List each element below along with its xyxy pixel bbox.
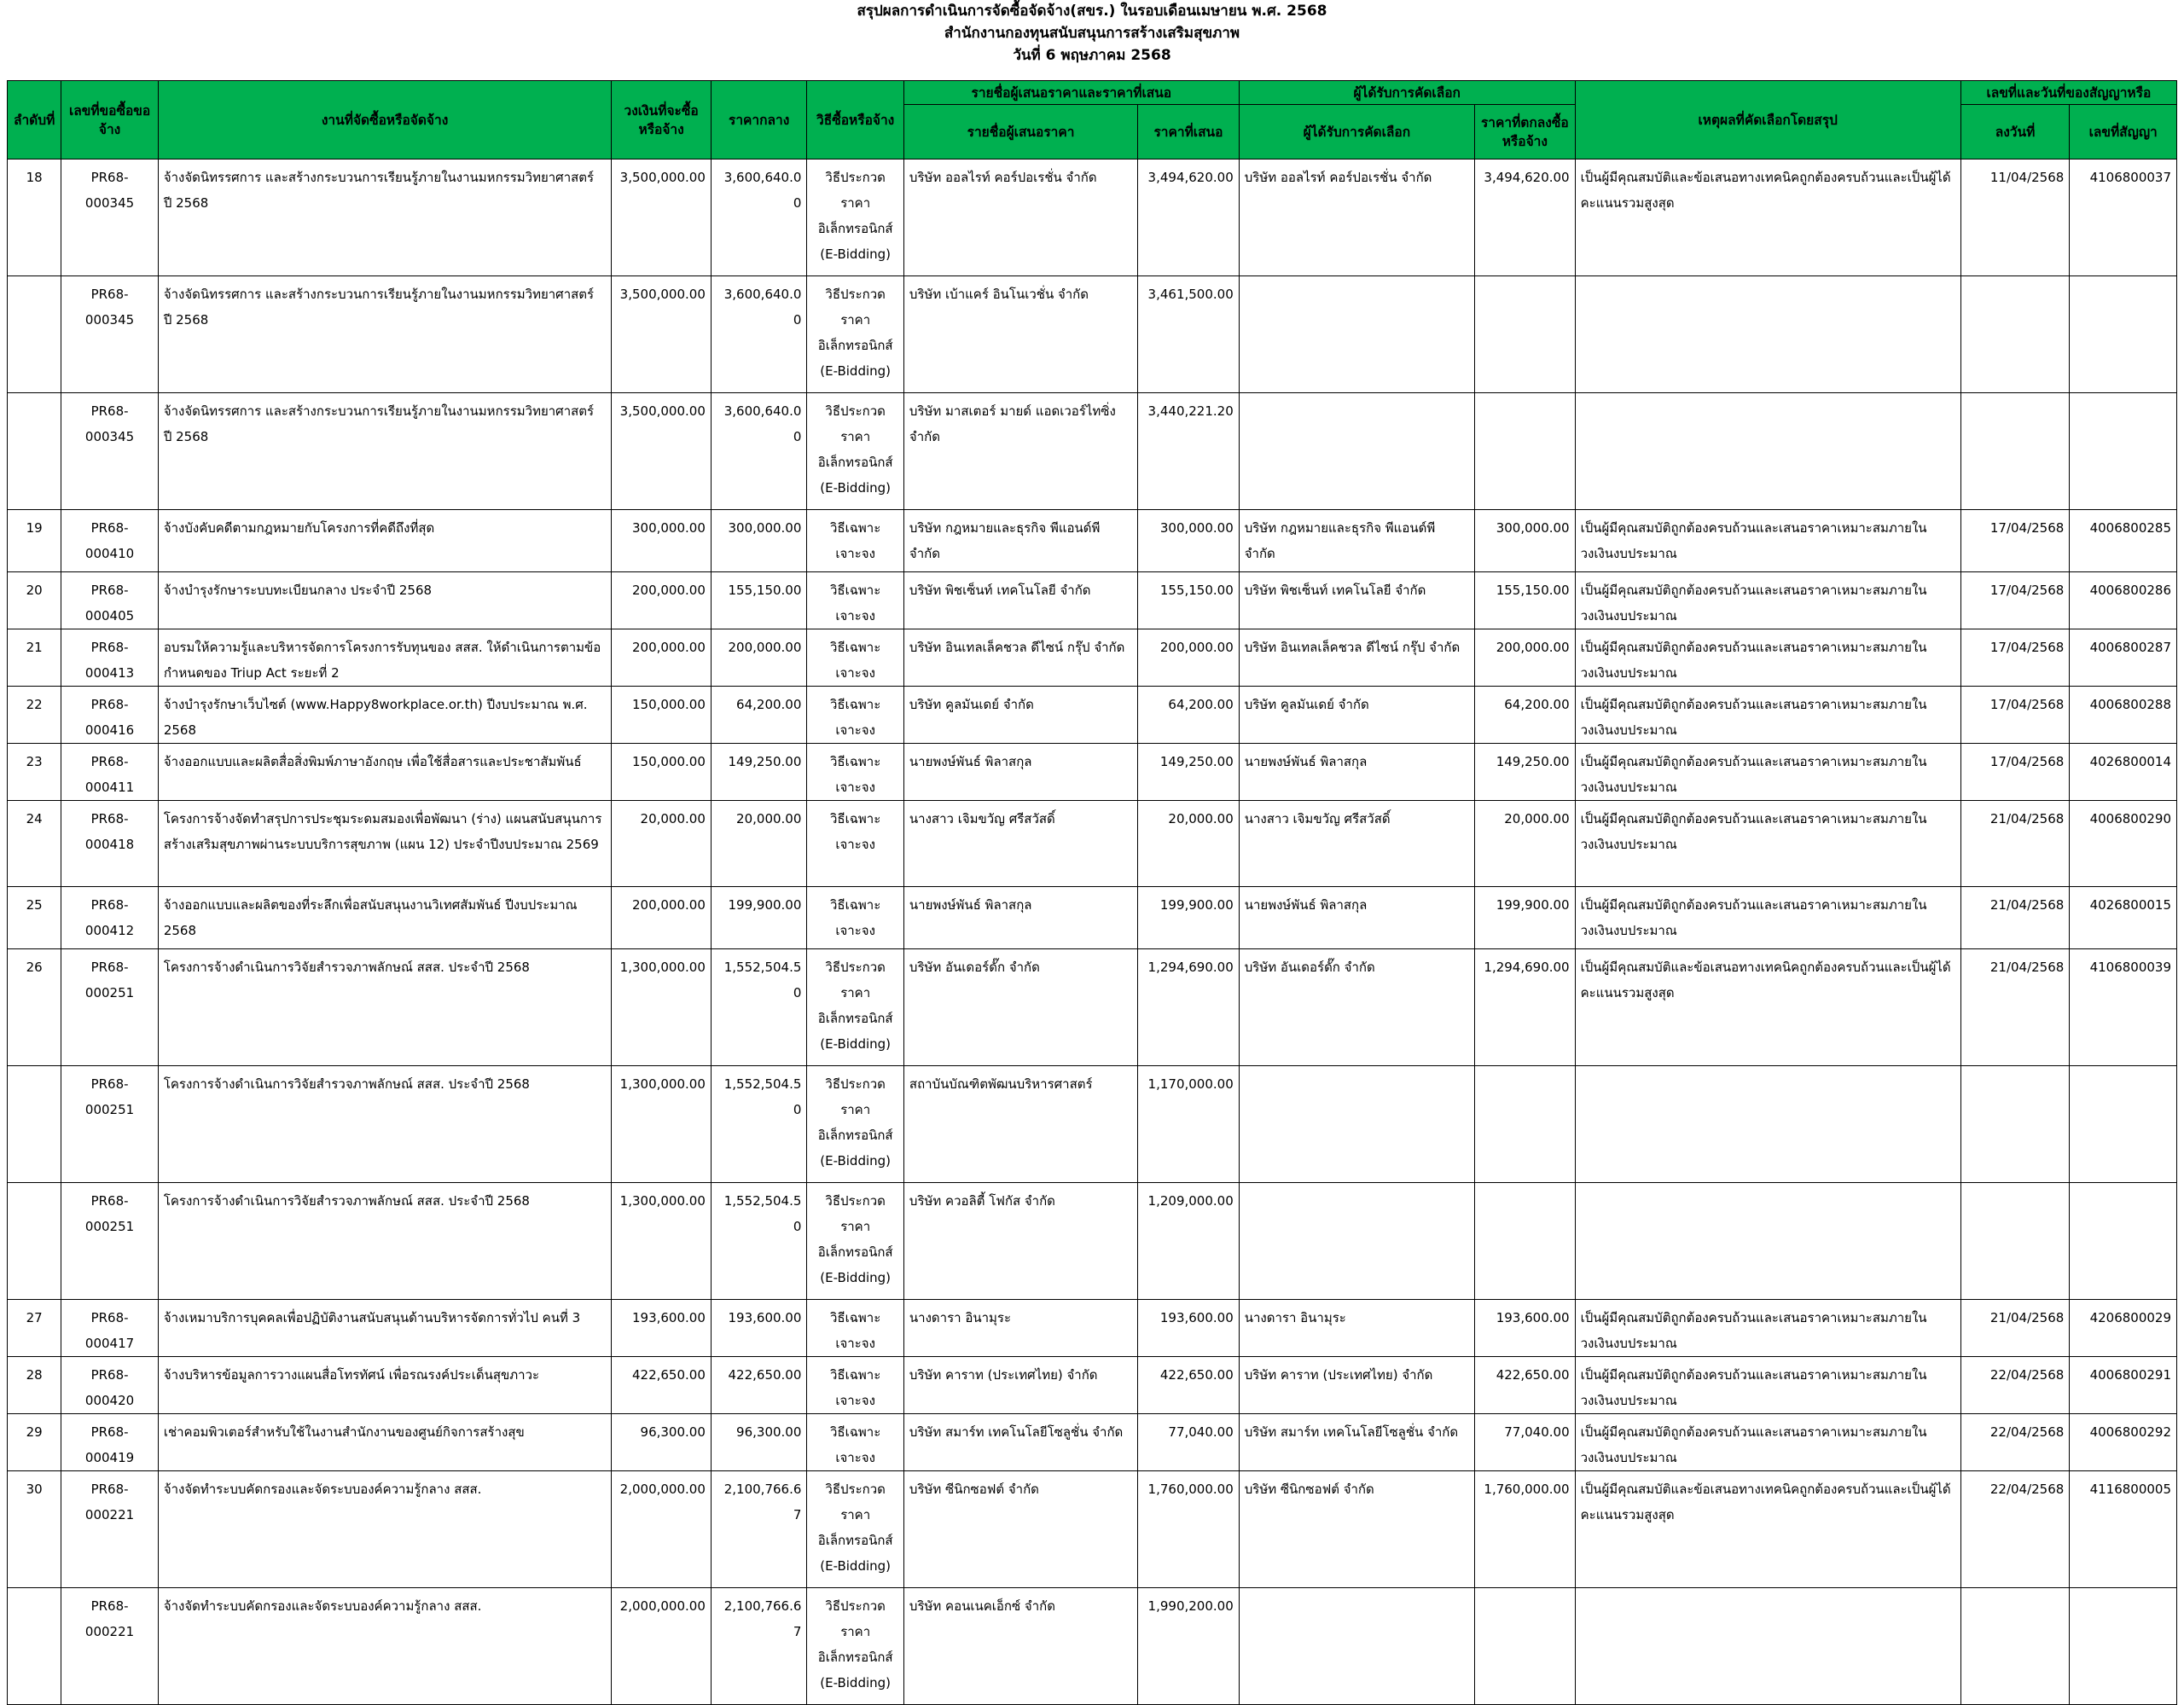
table-row — [8, 949, 2177, 1066]
cell-no: 26 — [8, 949, 61, 1066]
cell-pr-number: PR68-000412 — [61, 887, 159, 949]
cell-contract-number: 4006800285 — [2070, 510, 2177, 572]
cell-task: โครงการจ้างจัดทำสรุปการประชุมระดมสมองเพื่อพัฒนา (ร่าง) แผนสนับสนุนการสร้างเสริมสุขภาพผ่านระบบบริการสุขภาพ (แผน 12) ประจำปีงบประมาณ 2569 — [158, 801, 612, 887]
cell-no: 22 — [8, 687, 61, 744]
cell-contract-number: 4006800287 — [2070, 629, 2177, 687]
cell-median-price: 155,150.00 — [711, 572, 807, 629]
cell-bid-price: 1,294,690.00 — [1138, 949, 1240, 1066]
cell-pr-number: PR68-000345 — [61, 159, 159, 276]
procurement-table — [7, 80, 2177, 1705]
header-no: ลำดับที่ — [8, 81, 61, 159]
report-date: วันที่ 6 พฤษภาคม 2568 — [1013, 47, 1171, 64]
cell-task: จ้างออกแบบและผลิตของที่ระลึกเพื่อสนับสนุนงานวิเทศสัมพันธ์ ปีงบประมาณ 2568 — [158, 887, 612, 949]
header-bid-price: ราคาที่เสนอ — [1138, 105, 1240, 159]
cell-sign-date: 21/04/2568 — [1960, 801, 2070, 887]
cell-sign-date: 17/04/2568 — [1960, 744, 2070, 801]
cell-bid-price: 3,494,620.00 — [1138, 159, 1240, 276]
cell-median-price: 3,600,640.00 — [711, 276, 807, 393]
cell-bidder-name: นางดารา อินามุระ — [903, 1300, 1137, 1357]
cell-selected-name: บริษัท คูลมันเดย์ จำกัด — [1239, 687, 1474, 744]
header-selected-group: ผู้ได้รับการคัดเลือก — [1239, 81, 1575, 105]
cell-task: จ้างจัดนิทรรศการ และสร้างกระบวนการเรียนรู้ภายในงานมหกรรมวิทยาศาสตร์ ปี 2568 — [158, 393, 612, 510]
cell-task: จ้างบริหารข้อมูลการวางแผนสื่อโทรทัศน์ เพื่อรณรงค์ประเด็นสุขภาวะ — [158, 1357, 612, 1414]
cell-pr-number: PR68-000251 — [61, 1066, 159, 1183]
cell-task: โครงการจ้างดำเนินการวิจัยสำรวจภาพลักษณ์ สสส. ประจำปี 2568 — [158, 1183, 612, 1300]
cell-bidder-name: บริษัท อันเดอร์ดั๊ก จำกัด — [903, 949, 1137, 1066]
table-row — [8, 629, 2177, 687]
cell-contract-number: 4206800029 — [2070, 1300, 2177, 1357]
cell-pr-number: PR68-000410 — [61, 510, 159, 572]
cell-reason — [1575, 276, 1960, 393]
cell-median-price: 300,000.00 — [711, 510, 807, 572]
cell-median-price: 3,600,640.00 — [711, 393, 807, 510]
cell-selected-name — [1239, 1183, 1474, 1300]
cell-no: 18 — [8, 159, 61, 276]
cell-pr-number: PR68-000221 — [61, 1588, 159, 1705]
cell-selected-name: บริษัท อินเทลเล็คชวล ดีไซน์ กรุ๊ป จำกัด — [1239, 629, 1474, 687]
cell-budget: 422,650.00 — [612, 1357, 712, 1414]
cell-bid-price: 155,150.00 — [1138, 572, 1240, 629]
cell-task: จ้างบังคับคดีตามกฎหมายกับโครงการที่คดีถึงที่สุด — [158, 510, 612, 572]
cell-selected-name: บริษัท คาราท (ประเทศไทย) จำกัด — [1239, 1357, 1474, 1414]
cell-bidder-name: บริษัท คาราท (ประเทศไทย) จำกัด — [903, 1357, 1137, 1414]
cell-reason: เป็นผู้มีคุณสมบัติถูกต้องครบถ้วนและเสนอราคาเหมาะสมภายในวงเงินงบประมาณ — [1575, 629, 1960, 687]
cell-method: วิธีประกวดราคาอิเล็กทรอนิกส์ (E-Bidding) — [807, 393, 904, 510]
cell-reason: เป็นผู้มีคุณสมบัติถูกต้องครบถ้วนและเสนอราคาเหมาะสมภายในวงเงินงบประมาณ — [1575, 744, 1960, 801]
cell-reason: เป็นผู้มีคุณสมบัติถูกต้องครบถ้วนและเสนอราคาเหมาะสมภายในวงเงินงบประมาณ — [1575, 1300, 1960, 1357]
cell-task: จ้างจัดทำระบบคัดกรองและจัดระบบองค์ความรู้กลาง สสส. — [158, 1471, 612, 1588]
cell-median-price: 2,100,766.67 — [711, 1471, 807, 1588]
cell-budget: 3,500,000.00 — [612, 159, 712, 276]
header-bidder-name: รายชื่อผู้เสนอราคา — [903, 105, 1137, 159]
cell-median-price: 1,552,504.50 — [711, 1066, 807, 1183]
cell-bid-price: 20,000.00 — [1138, 801, 1240, 887]
cell-contract-number: 4106800037 — [2070, 159, 2177, 276]
header-bidders-group: รายชื่อผู้เสนอราคาและราคาที่เสนอ — [903, 81, 1239, 105]
cell-contract-number — [2070, 1183, 2177, 1300]
cell-contract-number — [2070, 1588, 2177, 1705]
cell-method: วิธีประกวดราคาอิเล็กทรอนิกส์ (E-Bidding) — [807, 1066, 904, 1183]
cell-selected-name: นางดารา อินามุระ — [1239, 1300, 1474, 1357]
cell-reason: เป็นผู้มีคุณสมบัติถูกต้องครบถ้วนและเสนอราคาเหมาะสมภายในวงเงินงบประมาณ — [1575, 801, 1960, 887]
cell-sign-date — [1960, 1066, 2070, 1183]
cell-agreed-price: 149,250.00 — [1475, 744, 1576, 801]
header-budget: วงเงินที่จะซื้อหรือจ้าง — [612, 81, 712, 159]
cell-bid-price: 200,000.00 — [1138, 629, 1240, 687]
cell-bidder-name: บริษัท ออลไรท์ คอร์ปอเรชั่น จำกัด — [903, 159, 1137, 276]
cell-no: 20 — [8, 572, 61, 629]
cell-budget: 1,300,000.00 — [612, 1183, 712, 1300]
header-contract-group: เลขที่และวันที่ของสัญญาหรือ — [1960, 81, 2176, 105]
cell-budget: 1,300,000.00 — [612, 1066, 712, 1183]
cell-reason — [1575, 1066, 1960, 1183]
header-selected-name: ผู้ได้รับการคัดเลือก — [1239, 105, 1474, 159]
report-title-block — [0, 0, 2184, 80]
cell-agreed-price — [1475, 1066, 1576, 1183]
cell-sign-date: 11/04/2568 — [1960, 159, 2070, 276]
cell-reason: เป็นผู้มีคุณสมบัติและข้อเสนอทางเทคนิคถูกต้องครบถ้วนและเป็นผู้ได้คะแนนรวมสูงสุด — [1575, 1471, 1960, 1588]
cell-sign-date — [1960, 393, 2070, 510]
header-sign-date: ลงวันที่ — [1960, 105, 2070, 159]
cell-sign-date: 17/04/2568 — [1960, 687, 2070, 744]
cell-median-price: 64,200.00 — [711, 687, 807, 744]
cell-no — [8, 393, 61, 510]
table-row — [8, 393, 2177, 510]
cell-no: 19 — [8, 510, 61, 572]
cell-sign-date: 17/04/2568 — [1960, 510, 2070, 572]
cell-bid-price: 1,209,000.00 — [1138, 1183, 1240, 1300]
cell-reason — [1575, 1183, 1960, 1300]
cell-bidder-name: นายพงษ์พันธ์ พิลาสกุล — [903, 887, 1137, 949]
report-organization: สำนักงานกองทุนสนับสนุนการสร้างเสริมสุขภาพ — [944, 25, 1240, 42]
cell-agreed-price: 155,150.00 — [1475, 572, 1576, 629]
cell-bid-price: 1,760,000.00 — [1138, 1471, 1240, 1588]
cell-method: วิธีเฉพาะเจาะจง — [807, 1414, 904, 1471]
cell-budget: 3,500,000.00 — [612, 276, 712, 393]
cell-bidder-name: สถาบันบัณฑิตพัฒนบริหารศาสตร์ — [903, 1066, 1137, 1183]
cell-selected-name: นางสาว เจิมขวัญ ศรีสวัสดิ์ — [1239, 801, 1474, 887]
cell-contract-number: 4106800039 — [2070, 949, 2177, 1066]
cell-bidder-name: บริษัท เบ้าแคร์ อินโนเวชั่น จำกัด — [903, 276, 1137, 393]
cell-method: วิธีประกวดราคาอิเล็กทรอนิกส์ (E-Bidding) — [807, 949, 904, 1066]
cell-sign-date: 17/04/2568 — [1960, 572, 2070, 629]
cell-bidder-name: บริษัท ซีนิกซอฟต์ จำกัด — [903, 1471, 1137, 1588]
cell-reason — [1575, 393, 1960, 510]
cell-bidder-name: บริษัท พิชเซ็นท์ เทคโนโลยี จำกัด — [903, 572, 1137, 629]
cell-agreed-price: 422,650.00 — [1475, 1357, 1576, 1414]
cell-no: 23 — [8, 744, 61, 801]
cell-no: 27 — [8, 1300, 61, 1357]
cell-task: จ้างเหมาบริการบุคคลเพื่อปฏิบัติงานสนับสนุนด้านบริหารจัดการทั่วไป คนที่ 3 — [158, 1300, 612, 1357]
cell-median-price: 199,900.00 — [711, 887, 807, 949]
table-row — [8, 801, 2177, 887]
cell-contract-number: 4006800290 — [2070, 801, 2177, 887]
cell-method: วิธีเฉพาะเจาะจง — [807, 744, 904, 801]
cell-budget: 20,000.00 — [612, 801, 712, 887]
cell-budget: 300,000.00 — [612, 510, 712, 572]
cell-pr-number: PR68-000420 — [61, 1357, 159, 1414]
cell-reason: เป็นผู้มีคุณสมบัติถูกต้องครบถ้วนและเสนอราคาเหมาะสมภายในวงเงินงบประมาณ — [1575, 572, 1960, 629]
cell-sign-date: 22/04/2568 — [1960, 1471, 2070, 1588]
cell-reason: เป็นผู้มีคุณสมบัติถูกต้องครบถ้วนและเสนอราคาเหมาะสมภายในวงเงินงบประมาณ — [1575, 1414, 1960, 1471]
cell-task: จ้างจัดนิทรรศการ และสร้างกระบวนการเรียนรู้ภายในงานมหกรรมวิทยาศาสตร์ ปี 2568 — [158, 159, 612, 276]
cell-contract-number: 4006800286 — [2070, 572, 2177, 629]
cell-sign-date: 21/04/2568 — [1960, 887, 2070, 949]
cell-bidder-name: บริษัท ควอลิตี้ โฟกัส จำกัด — [903, 1183, 1137, 1300]
cell-pr-number: PR68-000221 — [61, 1471, 159, 1588]
cell-median-price: 149,250.00 — [711, 744, 807, 801]
table-row — [8, 744, 2177, 801]
cell-method: วิธีประกวดราคาอิเล็กทรอนิกส์ (E-Bidding) — [807, 1471, 904, 1588]
cell-bid-price: 300,000.00 — [1138, 510, 1240, 572]
cell-sign-date — [1960, 1588, 2070, 1705]
cell-task: จ้างจัดทำระบบคัดกรองและจัดระบบองค์ความรู้กลาง สสส. — [158, 1588, 612, 1705]
cell-sign-date: 22/04/2568 — [1960, 1357, 2070, 1414]
cell-agreed-price: 1,760,000.00 — [1475, 1471, 1576, 1588]
cell-agreed-price: 199,900.00 — [1475, 887, 1576, 949]
cell-selected-name — [1239, 393, 1474, 510]
table-header — [8, 81, 2177, 159]
cell-bidder-name: บริษัท อินเทลเล็คชวล ดีไซน์ กรุ๊ป จำกัด — [903, 629, 1137, 687]
cell-task: เช่าคอมพิวเตอร์สำหรับใช้ในงานสำนักงานของศูนย์กิจการสร้างสุข — [158, 1414, 612, 1471]
cell-bidder-name: บริษัท คอนเนคเอ็กซ์ จำกัด — [903, 1588, 1137, 1705]
cell-sign-date — [1960, 276, 2070, 393]
cell-bid-price: 3,461,500.00 — [1138, 276, 1240, 393]
cell-budget: 2,000,000.00 — [612, 1471, 712, 1588]
cell-reason — [1575, 1588, 1960, 1705]
report-title: สรุปผลการดำเนินการจัดซื้อจัดจ้าง(สขร.) ในรอบเดือนเมษายน พ.ศ. 2568 — [857, 3, 1327, 20]
cell-agreed-price: 200,000.00 — [1475, 629, 1576, 687]
cell-method: วิธีประกวดราคาอิเล็กทรอนิกส์ (E-Bidding) — [807, 1588, 904, 1705]
cell-selected-name: บริษัท พิชเซ็นท์ เทคโนโลยี จำกัด — [1239, 572, 1474, 629]
cell-budget: 200,000.00 — [612, 887, 712, 949]
table-row — [8, 1357, 2177, 1414]
cell-pr-number: PR68-000417 — [61, 1300, 159, 1357]
cell-budget: 200,000.00 — [612, 572, 712, 629]
cell-sign-date: 22/04/2568 — [1960, 1414, 2070, 1471]
cell-budget: 200,000.00 — [612, 629, 712, 687]
cell-selected-name — [1239, 1588, 1474, 1705]
cell-no: 28 — [8, 1357, 61, 1414]
cell-method: วิธีเฉพาะเจาะจง — [807, 887, 904, 949]
cell-no: 21 — [8, 629, 61, 687]
cell-sign-date: 17/04/2568 — [1960, 629, 2070, 687]
cell-median-price: 193,600.00 — [711, 1300, 807, 1357]
cell-budget: 150,000.00 — [612, 744, 712, 801]
cell-selected-name: นายพงษ์พันธ์ พิลาสกุล — [1239, 887, 1474, 949]
cell-bidder-name: นายพงษ์พันธ์ พิลาสกุล — [903, 744, 1137, 801]
cell-budget: 96,300.00 — [612, 1414, 712, 1471]
cell-agreed-price: 193,600.00 — [1475, 1300, 1576, 1357]
header-pr-number: เลขที่ขอซื้อขอจ้าง — [61, 81, 159, 159]
cell-pr-number: PR68-000416 — [61, 687, 159, 744]
cell-method: วิธีประกวดราคาอิเล็กทรอนิกส์ (E-Bidding) — [807, 159, 904, 276]
cell-reason: เป็นผู้มีคุณสมบัติถูกต้องครบถ้วนและเสนอราคาเหมาะสมภายในวงเงินงบประมาณ — [1575, 887, 1960, 949]
cell-selected-name: บริษัท ออลไรท์ คอร์ปอเรชั่น จำกัด — [1239, 159, 1474, 276]
table-row — [8, 1183, 2177, 1300]
cell-median-price: 1,552,504.50 — [711, 949, 807, 1066]
cell-selected-name — [1239, 1066, 1474, 1183]
cell-bid-price: 1,170,000.00 — [1138, 1066, 1240, 1183]
cell-method: วิธีเฉพาะเจาะจง — [807, 572, 904, 629]
cell-pr-number: PR68-000419 — [61, 1414, 159, 1471]
cell-median-price: 20,000.00 — [711, 801, 807, 887]
table-row — [8, 159, 2177, 276]
cell-reason: เป็นผู้มีคุณสมบัติและข้อเสนอทางเทคนิคถูกต้องครบถ้วนและเป็นผู้ได้คะแนนรวมสูงสุด — [1575, 949, 1960, 1066]
cell-pr-number: PR68-000418 — [61, 801, 159, 887]
cell-sign-date — [1960, 1183, 2070, 1300]
cell-no — [8, 1066, 61, 1183]
cell-bidder-name: นางสาว เจิมขวัญ ศรีสวัสดิ์ — [903, 801, 1137, 887]
cell-bid-price: 1,990,200.00 — [1138, 1588, 1240, 1705]
cell-pr-number: PR68-000251 — [61, 1183, 159, 1300]
cell-task: จ้างบำรุงรักษาระบบทะเบียนกลาง ประจำปี 2568 — [158, 572, 612, 629]
cell-no: 30 — [8, 1471, 61, 1588]
header-method: วิธีซื้อหรือจ้าง — [807, 81, 904, 159]
cell-agreed-price — [1475, 1588, 1576, 1705]
cell-task: จ้างจัดนิทรรศการ และสร้างกระบวนการเรียนรู้ภายในงานมหกรรมวิทยาศาสตร์ ปี 2568 — [158, 276, 612, 393]
cell-method: วิธีเฉพาะเจาะจง — [807, 687, 904, 744]
cell-task: อบรมให้ความรู้และบริหารจัดการโครงการรับทุนของ สสส. ให้ดำเนินการตามข้อกำหนดของ Triup Act ระยะที่ 2 — [158, 629, 612, 687]
cell-reason: เป็นผู้มีคุณสมบัติและข้อเสนอทางเทคนิคถูกต้องครบถ้วนและเป็นผู้ได้คะแนนรวมสูงสุด — [1575, 159, 1960, 276]
table-row — [8, 572, 2177, 629]
cell-median-price: 200,000.00 — [711, 629, 807, 687]
cell-bid-price: 64,200.00 — [1138, 687, 1240, 744]
cell-pr-number: PR68-000251 — [61, 949, 159, 1066]
cell-budget: 1,300,000.00 — [612, 949, 712, 1066]
cell-pr-number: PR68-000411 — [61, 744, 159, 801]
cell-bid-price: 422,650.00 — [1138, 1357, 1240, 1414]
cell-method: วิธีเฉพาะเจาะจง — [807, 1357, 904, 1414]
cell-agreed-price — [1475, 1183, 1576, 1300]
cell-task: จ้างออกแบบและผลิตสื่อสิ่งพิมพ์ภาษาอังกฤษ เพื่อใช้สื่อสารและประชาสัมพันธ์ — [158, 744, 612, 801]
table-row — [8, 1414, 2177, 1471]
header-reason: เหตุผลที่คัดเลือกโดยสรุป — [1575, 81, 1960, 159]
cell-selected-name — [1239, 276, 1474, 393]
cell-agreed-price: 3,494,620.00 — [1475, 159, 1576, 276]
header-agreed-price: ราคาที่ตกลงซื้อหรือจ้าง — [1475, 105, 1576, 159]
cell-task: โครงการจ้างดำเนินการวิจัยสำรวจภาพลักษณ์ สสส. ประจำปี 2568 — [158, 949, 612, 1066]
cell-bidder-name: บริษัท มาสเตอร์ มายด์ แอดเวอร์ไทซิ่ง จำกัด — [903, 393, 1137, 510]
cell-method: วิธีเฉพาะเจาะจง — [807, 510, 904, 572]
cell-no: 29 — [8, 1414, 61, 1471]
cell-selected-name: นายพงษ์พันธ์ พิลาสกุล — [1239, 744, 1474, 801]
cell-sign-date: 21/04/2568 — [1960, 1300, 2070, 1357]
cell-method: วิธีเฉพาะเจาะจง — [807, 629, 904, 687]
cell-contract-number: 4006800288 — [2070, 687, 2177, 744]
header-contract-number: เลขที่สัญญา — [2070, 105, 2177, 159]
cell-no: 25 — [8, 887, 61, 949]
cell-contract-number — [2070, 276, 2177, 393]
cell-agreed-price: 1,294,690.00 — [1475, 949, 1576, 1066]
cell-task: โครงการจ้างดำเนินการวิจัยสำรวจภาพลักษณ์ สสส. ประจำปี 2568 — [158, 1066, 612, 1183]
cell-pr-number: PR68-000413 — [61, 629, 159, 687]
cell-no — [8, 1588, 61, 1705]
header-task: งานที่จัดซื้อหรือจัดจ้าง — [158, 81, 612, 159]
cell-median-price: 422,650.00 — [711, 1357, 807, 1414]
table-body — [8, 159, 2177, 1705]
table-row — [8, 276, 2177, 393]
cell-bid-price: 193,600.00 — [1138, 1300, 1240, 1357]
cell-agreed-price: 300,000.00 — [1475, 510, 1576, 572]
cell-contract-number — [2070, 1066, 2177, 1183]
cell-agreed-price — [1475, 393, 1576, 510]
cell-contract-number: 4026800015 — [2070, 887, 2177, 949]
cell-pr-number: PR68-000345 — [61, 276, 159, 393]
cell-bid-price: 149,250.00 — [1138, 744, 1240, 801]
cell-budget: 2,000,000.00 — [612, 1588, 712, 1705]
cell-reason: เป็นผู้มีคุณสมบัติถูกต้องครบถ้วนและเสนอราคาเหมาะสมภายในวงเงินงบประมาณ — [1575, 687, 1960, 744]
cell-contract-number: 4006800291 — [2070, 1357, 2177, 1414]
cell-agreed-price — [1475, 276, 1576, 393]
cell-agreed-price: 64,200.00 — [1475, 687, 1576, 744]
table-row — [8, 510, 2177, 572]
cell-method: วิธีประกวดราคาอิเล็กทรอนิกส์ (E-Bidding) — [807, 276, 904, 393]
cell-selected-name: บริษัท ซีนิกซอฟต์ จำกัด — [1239, 1471, 1474, 1588]
cell-median-price: 2,100,766.67 — [711, 1588, 807, 1705]
cell-median-price: 1,552,504.50 — [711, 1183, 807, 1300]
cell-bid-price: 77,040.00 — [1138, 1414, 1240, 1471]
header-median-price: ราคากลาง — [711, 81, 807, 159]
cell-reason: เป็นผู้มีคุณสมบัติถูกต้องครบถ้วนและเสนอราคาเหมาะสมภายในวงเงินงบประมาณ — [1575, 510, 1960, 572]
cell-sign-date: 21/04/2568 — [1960, 949, 2070, 1066]
cell-no: 24 — [8, 801, 61, 887]
cell-task: จ้างบำรุงรักษาเว็บไซต์ (www.Happy8workplace.or.th) ปีงบประมาณ พ.ศ. 2568 — [158, 687, 612, 744]
cell-budget: 193,600.00 — [612, 1300, 712, 1357]
cell-contract-number: 4026800014 — [2070, 744, 2177, 801]
cell-pr-number: PR68-000345 — [61, 393, 159, 510]
table-row — [8, 1471, 2177, 1588]
table-row — [8, 1588, 2177, 1705]
cell-bidder-name: บริษัท กฎหมายและธุรกิจ พีแอนด์พี จำกัด — [903, 510, 1137, 572]
cell-agreed-price: 77,040.00 — [1475, 1414, 1576, 1471]
cell-median-price: 96,300.00 — [711, 1414, 807, 1471]
cell-no — [8, 276, 61, 393]
table-row — [8, 887, 2177, 949]
cell-contract-number: 4116800005 — [2070, 1471, 2177, 1588]
cell-selected-name: บริษัท อันเดอร์ดั๊ก จำกัด — [1239, 949, 1474, 1066]
cell-median-price: 3,600,640.00 — [711, 159, 807, 276]
cell-contract-number — [2070, 393, 2177, 510]
table-row — [8, 1066, 2177, 1183]
cell-method: วิธีเฉพาะเจาะจง — [807, 1300, 904, 1357]
cell-selected-name: บริษัท สมาร์ท เทคโนโลยีโซลูชั่น จำกัด — [1239, 1414, 1474, 1471]
cell-selected-name: บริษัท กฎหมายและธุรกิจ พีแอนด์พี จำกัด — [1239, 510, 1474, 572]
cell-bidder-name: บริษัท คูลมันเดย์ จำกัด — [903, 687, 1137, 744]
cell-bidder-name: บริษัท สมาร์ท เทคโนโลยีโซลูชั่น จำกัด — [903, 1414, 1137, 1471]
cell-budget: 3,500,000.00 — [612, 393, 712, 510]
cell-contract-number: 4006800292 — [2070, 1414, 2177, 1471]
cell-reason: เป็นผู้มีคุณสมบัติถูกต้องครบถ้วนและเสนอราคาเหมาะสมภายในวงเงินงบประมาณ — [1575, 1357, 1960, 1414]
cell-no — [8, 1183, 61, 1300]
cell-method: วิธีประกวดราคาอิเล็กทรอนิกส์ (E-Bidding) — [807, 1183, 904, 1300]
cell-bid-price: 3,440,221.20 — [1138, 393, 1240, 510]
table-row — [8, 1300, 2177, 1357]
cell-budget: 150,000.00 — [612, 687, 712, 744]
cell-agreed-price: 20,000.00 — [1475, 801, 1576, 887]
cell-pr-number: PR68-000405 — [61, 572, 159, 629]
cell-bid-price: 199,900.00 — [1138, 887, 1240, 949]
cell-method: วิธีเฉพาะเจาะจง — [807, 801, 904, 887]
table-row — [8, 687, 2177, 744]
